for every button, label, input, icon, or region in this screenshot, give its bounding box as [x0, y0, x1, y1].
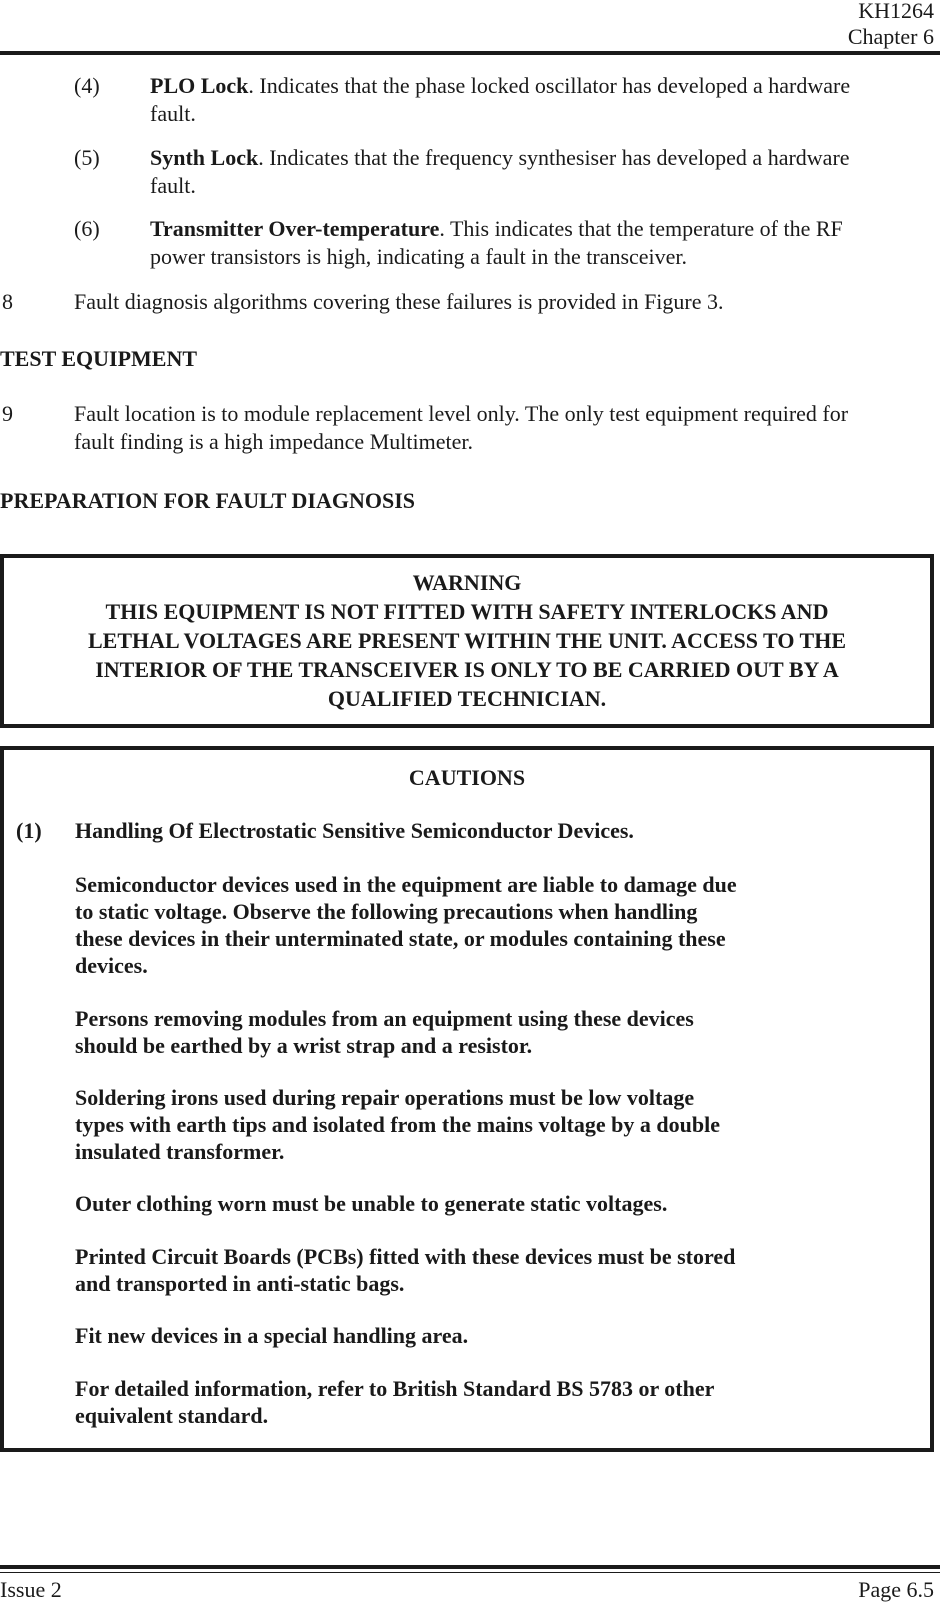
chapter-label: Chapter 6 — [847, 24, 934, 49]
caution-paragraph — [75, 1322, 468, 1349]
caution-line: Soldering irons used during repair operations must be low voltage — [75, 1085, 695, 1110]
caution-line: devices. — [75, 953, 148, 978]
para-8-text: Fault diagnosis algorithms covering these failures is provided in Figure 3. — [74, 289, 724, 314]
caution-1-number: (1) — [16, 818, 42, 843]
item-5-line2: fault. — [150, 173, 196, 198]
caution-paragraph — [75, 1190, 667, 1217]
caution-paragraph — [75, 1375, 714, 1429]
caution-paragraph — [75, 1084, 720, 1165]
footer-issue: Issue 2 — [0, 1577, 62, 1602]
caution-line: Persons removing modules from an equipment using these devices — [75, 1006, 694, 1031]
caution-line: should be earthed by a wrist strap and a resistor. — [75, 1033, 533, 1058]
para-8-number: 8 — [2, 289, 13, 314]
section-test-equipment: TEST EQUIPMENT — [0, 346, 198, 371]
warning-line: INTERIOR OF THE TRANSCEIVER IS ONLY TO BE CARRIED OUT BY A — [95, 657, 839, 682]
item-5-number: (5) — [74, 145, 100, 170]
item-4-line1 — [150, 72, 940, 100]
caution-line: Fit new devices in a special handling area. — [75, 1323, 469, 1348]
caution-line: to static voltage. Observe the following precautions when handling — [75, 899, 698, 924]
para-9-number: 9 — [2, 401, 13, 426]
item-5-term: Synth Lock — [150, 145, 259, 170]
item-5-line1 — [150, 144, 940, 172]
warning-line: QUALIFIED TECHNICIAN. — [327, 686, 607, 711]
warning-line: THIS EQUIPMENT IS NOT FITTED WITH SAFETY INTERLOCKS AND — [105, 599, 829, 624]
footer-page: Page 6.5 — [858, 1577, 934, 1602]
caution-line: For detailed information, refer to British Standard BS 5783 or other — [75, 1376, 715, 1401]
item-6-term: Transmitter Over-temperature — [150, 216, 440, 241]
warning-title: WARNING — [412, 570, 522, 595]
caution-line: Outer clothing worn must be unable to generate static voltages. — [75, 1191, 668, 1216]
caution-line: these devices in their unterminated state, or modules containing these — [75, 926, 726, 951]
caution-line: types with earth tips and isolated from the mains voltage by a double — [75, 1112, 720, 1137]
item-4-number: (4) — [74, 73, 100, 98]
doc-id: KH1264 — [858, 0, 934, 23]
caution-paragraph — [75, 1243, 735, 1297]
caution-line: Semiconductor devices used in the equipment are liable to damage due — [75, 872, 737, 897]
section-preparation: PREPARATION FOR FAULT DIAGNOSIS — [0, 488, 416, 513]
warning-line: LETHAL VOLTAGES ARE PRESENT WITHIN THE UNIT. ACCESS TO THE — [87, 628, 847, 653]
caution-line: and transported in anti-static bags. — [75, 1271, 405, 1296]
item-6-number: (6) — [74, 216, 100, 241]
para-9-line2: fault finding is a high impedance Multimeter. — [74, 429, 473, 454]
item-4-text: . Indicates that the phase locked oscillator has developed a hardware — [248, 73, 851, 98]
item-6-text: . This indicates that the temperature of the RF — [439, 216, 843, 241]
header-rule — [0, 51, 940, 55]
caution-line: equivalent standard. — [75, 1403, 269, 1428]
caution-paragraph — [75, 871, 737, 979]
caution-line: insulated transformer. — [75, 1139, 285, 1164]
footer-rule-thin — [0, 1572, 940, 1573]
cautions-box — [0, 746, 934, 1452]
warning-box — [0, 554, 934, 728]
cautions-title: CAUTIONS — [408, 765, 526, 790]
para-9-line1: Fault location is to module replacement level only. The only test equipment required for — [74, 401, 849, 426]
footer-rule — [0, 1565, 940, 1569]
caution-1-heading: Handling Of Electrostatic Sensitive Semiconductor Devices. — [75, 818, 634, 843]
caution-line: Printed Circuit Boards (PCBs) fitted with these devices must be stored — [75, 1244, 736, 1269]
item-6-line2: power transistors is high, indicating a fault in the transceiver. — [150, 244, 688, 269]
item-5-text: . Indicates that the frequency synthesiser has developed a hardware — [258, 145, 850, 170]
caution-paragraph — [75, 1005, 694, 1059]
item-4-line2: fault. — [150, 101, 196, 126]
item-6-line1 — [150, 215, 940, 243]
item-4-term: PLO Lock — [150, 73, 249, 98]
